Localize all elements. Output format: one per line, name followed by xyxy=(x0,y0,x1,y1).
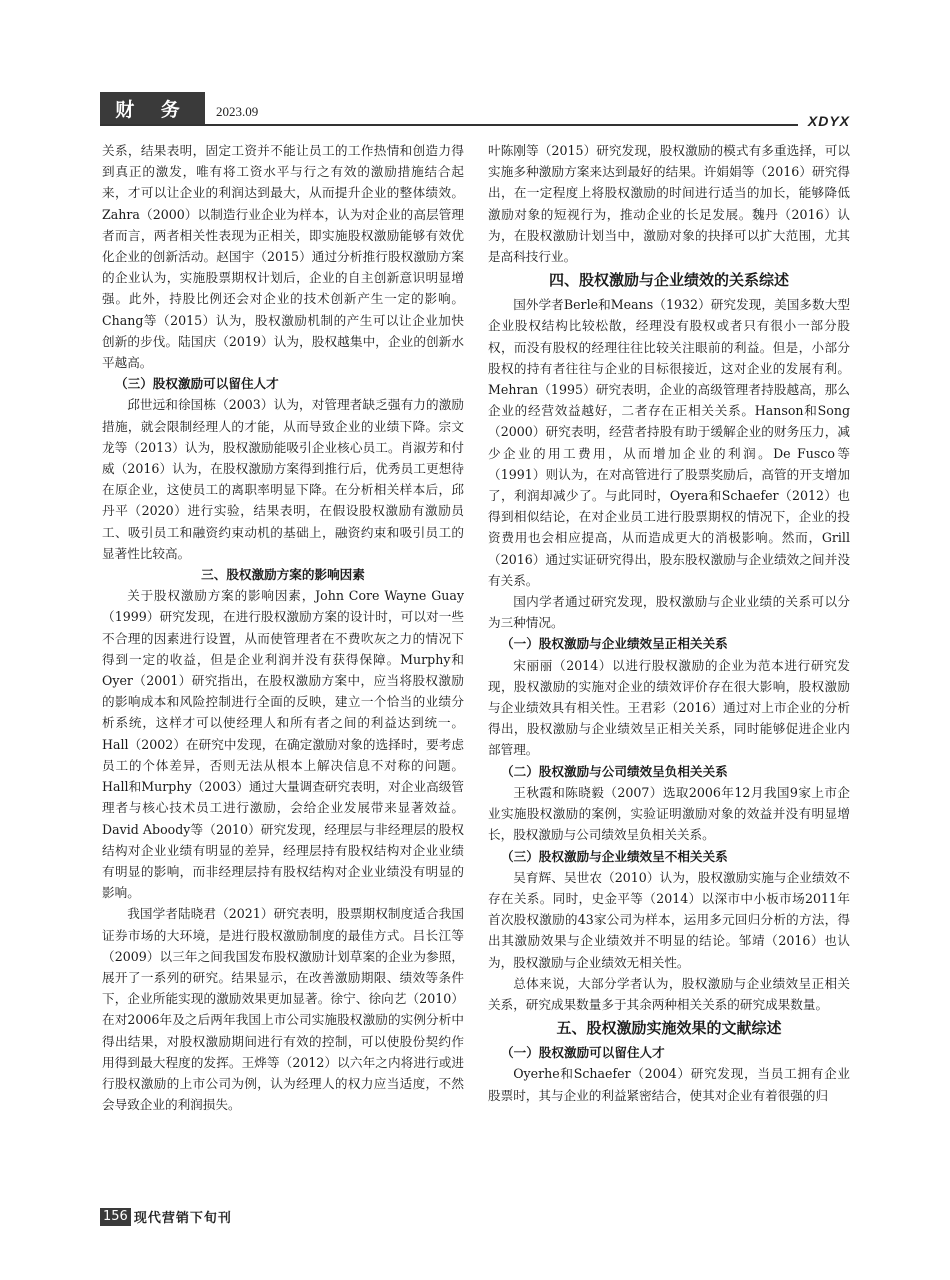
paragraph: 关于股权激励方案的影响因素，John Core Wayne Guay（1999）研究发现，在进行股权激励方案的设计时，可以对一些不合理的因素进行设置，从而使管理者在不费吹灰之力的情况下得到一定的收益，但是企业利润并没有获得保障。Murphy和Oyer（2001）研究指出，在股权激励方案中，应当将股权激励的影响成本和风险控制进行全面的反映，建立一个恰当的业绩分析系统，这样才可以使经理人和所有者之间的利益达到统一。Hall（2002）在研究中发现，在确定激励对象的选择时，要考虑员工的个体差异，否则无法从根本上解决信息不对称的问题。Hall和Murphy（2003）通过大量调查研究表明，对企业高级管理者与核心技术员工进行激励，会给企业发展带来显著效益。David Aboody等（2010）研究发现，经理层与非经理层的股权结构对企业业绩有明显的差异，经理层持有股权结构对企业业绩有明显的影响，而非经理层持有股权结构对企业业绩没有明显的影响。 xyxy=(102,588,464,901)
paragraph: 邱世远和徐国栋（2003）认为，对管理者缺乏强有力的激励措施，就会限制经理人的才能，从而导致企业的业绩下降。宗文龙等（2013）认为，股权激励能吸引企业核心员工。肖淑芳和付威（2016）认为，在股权激励方案得到推行后，优秀员工更想待在原企业，这使员工的离职率明显下降。在分析相关样本后，邱丹平（2020）进行实验，结果表明，在假设股权激励有激励员工、吸引员工和融资约束动机的基础上，融资约束和吸引员工的显著性比较高。 xyxy=(102,397,464,561)
section-heading: 三、股权激励方案的影响因素 xyxy=(201,567,365,583)
left-column xyxy=(102,140,464,1115)
paragraph: 王秋霞和陈晓毅（2007）选取2006年12月我国9家上市企业实施股权激励的案例，实验证明激励对象的效益并没有明显增长，股权激励与公司绩效呈负相关关系。 xyxy=(488,784,850,843)
issue-date: 2023.09 xyxy=(216,104,259,119)
header-rule xyxy=(100,124,798,126)
right-column xyxy=(488,140,850,1106)
paragraph: 总体来说，大部分学者认为，股权激励与企业绩效呈正相关关系，研究成果数量多于其余两种相关关系的研究成果数量。 xyxy=(488,975,850,1012)
paragraph: 国外学者Berle和Means（1932）研究发现，美国多数大型企业股权结构比较松散，经理没有股权或者只有很小一部分股权，而没有股权的经理往往比较关注眼前的利益。但是，小部分股权的持有者往往与企业的目标很接近，这对企业的发展有利。Mehran（1995）研究表明，企业的高级管理者持股越高，那么企业的经营效益越好，二者存在正相关关系。Hanson和Song（2000）研究表明，经营者持股有助于缓解企业的财务压力，减少企业的用工费用，从而增加企业的利润。De Fusco等（1991）则认为，在对高管进行了股票奖励后，高管的开支增加了，利润却减少了。与此同时，Oyera和Schaefer（2012）也得到相似结论，在对企业员工进行股票期权的情况下，企业的投资费用也会相应提高，从而造成更大的消极影响。然而，Grill（2016）通过实证研究得出，股东股权激励与企业绩效之间并没有关系。 xyxy=(488,297,850,588)
subsection-heading: （一）股权激励可以留住人才 xyxy=(501,1045,665,1061)
subsection-heading: （三）股权激励与企业绩效呈不相关关系 xyxy=(501,848,728,864)
paragraph: 国内学者通过研究发现，股权激励与企业业绩的关系可以分为三种情况。 xyxy=(488,594,850,631)
page-number: 156 xyxy=(100,1208,131,1226)
journal-code: XDYX xyxy=(807,113,850,129)
journal-title: 现代营销下旬刊 xyxy=(133,1211,232,1226)
subsection-heading: （三）股权激励可以留住人才 xyxy=(115,376,279,392)
section-heading: 五、股权激励实施效果的文献综述 xyxy=(556,1019,782,1038)
subsection-heading: （一）股权激励与企业绩效呈正相关关系 xyxy=(501,636,728,652)
paragraph: 吴育辉、吴世农（2010）认为，股权激励实施与企业绩效不存在关系。同时，史金平等（2014）以深市中小板市场2011年首次股权激励的43家公司为样本，运用多元回归分析的方法，得出其激励效果与企业绩效并不明显的结论。邹靖（2016）也认为，股权激励与企业绩效无相关性。 xyxy=(488,869,850,970)
paragraph: 宋丽丽（2014）以进行股权激励的企业为范本进行研究发现，股权激励的实施对企业的绩效评价存在很大影响，股权激励与企业绩效具有相关性。王君彩（2016）通过对上市企业的分析得出，股权激励与企业绩效呈正相关关系，同时能够促进企业内部管理。 xyxy=(488,657,850,758)
paragraph: 叶陈刚等（2015）研究发现，股权激励的模式有多重选择，可以实施多种激励方案来达到最好的结果。许娟娟等（2016）研究得出，在一定程度上将股权激励的时间进行适当的加长，能够降低激励对象的短视行为，推动企业的长足发展。魏丹（2016）认为，在股权激励计划当中，激励对象的抉择可以扩大范围，尤其是高科技行业。 xyxy=(488,143,850,265)
section-heading: 四、股权激励与企业绩效的关系综述 xyxy=(548,271,789,290)
subsection-heading: （二）股权激励与公司绩效呈负相关关系 xyxy=(501,763,728,779)
paragraph: 我国学者陆晓君（2021）研究表明，股票期权制度适合我国证券市场的大环境，是进行股权激励制度的最佳方式。吕长江等（2009）以三年之间我国发布股权激励计划草案的企业为参照，展开了一系列的研究。结果显示，在改善激励期限、绩效等条件下，企业所能实现的激励效果更加显著。徐宁、徐向艺（2010）在对2006年及之后两年我国上市公司实施股权激励的实例分析中得出结果，对股权激励期间进行有效的控制，可以使股份契约作用得到最大程度的发挥。王烨等（2012）以六年之内将进行或进行股权激励的上市公司为例，认为经理人的权力应当适度，不然会导致企业的利润损失。 xyxy=(102,906,464,1113)
footer xyxy=(100,1207,232,1226)
paragraph: 关系，结果表明，固定工资并不能让员工的工作热情和创造力得到真正的激发，唯有将工资水平与行之有效的激励措施结合起来，才可以让企业的利润达到最大，从而提升企业的整体绩效。Zahra（2000）以制造行业企业为样本，认为对企业的高层管理者而言，两者相关性表现为正相关，即实施股权激励能够有效优化企业的创新活动。赵国宇（2015）通过分析推行股权激励方案的企业认为，实施股票期权计划后，企业的自主创新意识明显增强。此外，持股比例还会对企业的技术创新产生一定的影响。Chang等（2015）认为，股权激励机制的产生可以让企业加快创新的步伐。陆国庆（2019）认为，股权越集中，企业的创新水平越高。 xyxy=(102,143,464,371)
section-label: 财 务 xyxy=(100,92,205,124)
paragraph: Oyerhe和Schaefer（2004）研究发现，当员工拥有企业股票时，其与企业的利益紧密结合，使其对企业有着很强的归 xyxy=(488,1066,850,1103)
